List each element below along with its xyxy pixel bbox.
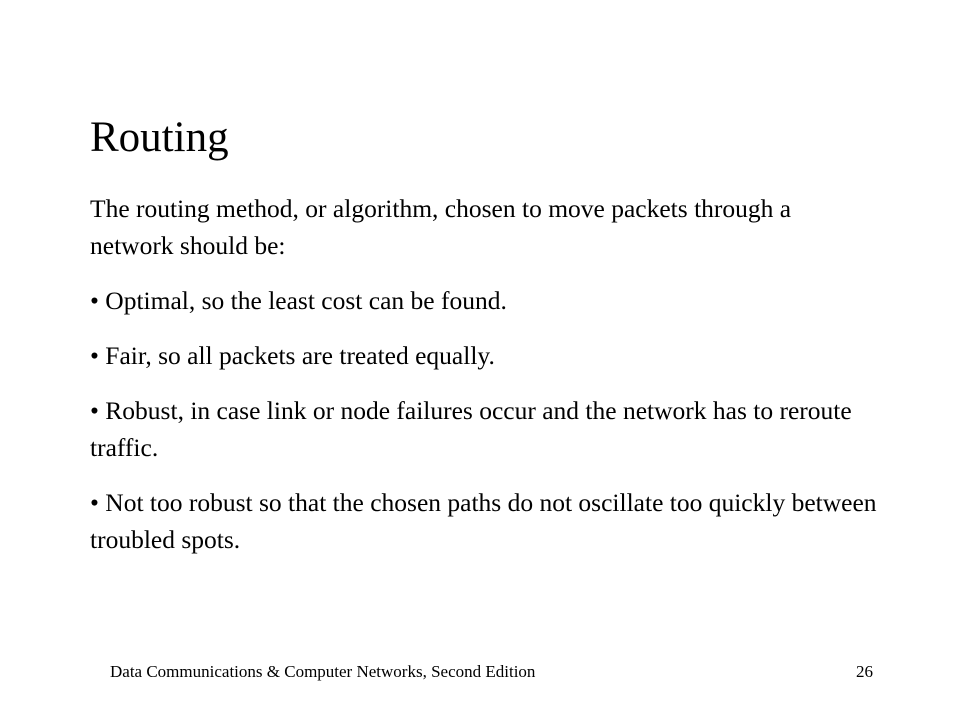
bullet-fair: • Fair, so all packets are treated equally. [90,341,495,370]
bullet-robust: • Robust, in case link or node failures occur and the network has to reroute traffic. [90,396,852,462]
intro-paragraph: The routing method, or algorithm, chosen to move packets through a network should be: [90,194,792,260]
slide-body [90,190,880,576]
bullet-optimal: • Optimal, so the least cost can be found. [90,286,507,315]
page-number: 26 [856,662,873,681]
slide-title: Routing [90,114,229,161]
bullet-not-too-robust: • Not too robust so that the chosen paths do not oscillate too quickly between troubled spots. [90,488,877,554]
footer-source: Data Communications & Computer Networks, Second Edition [110,662,536,681]
